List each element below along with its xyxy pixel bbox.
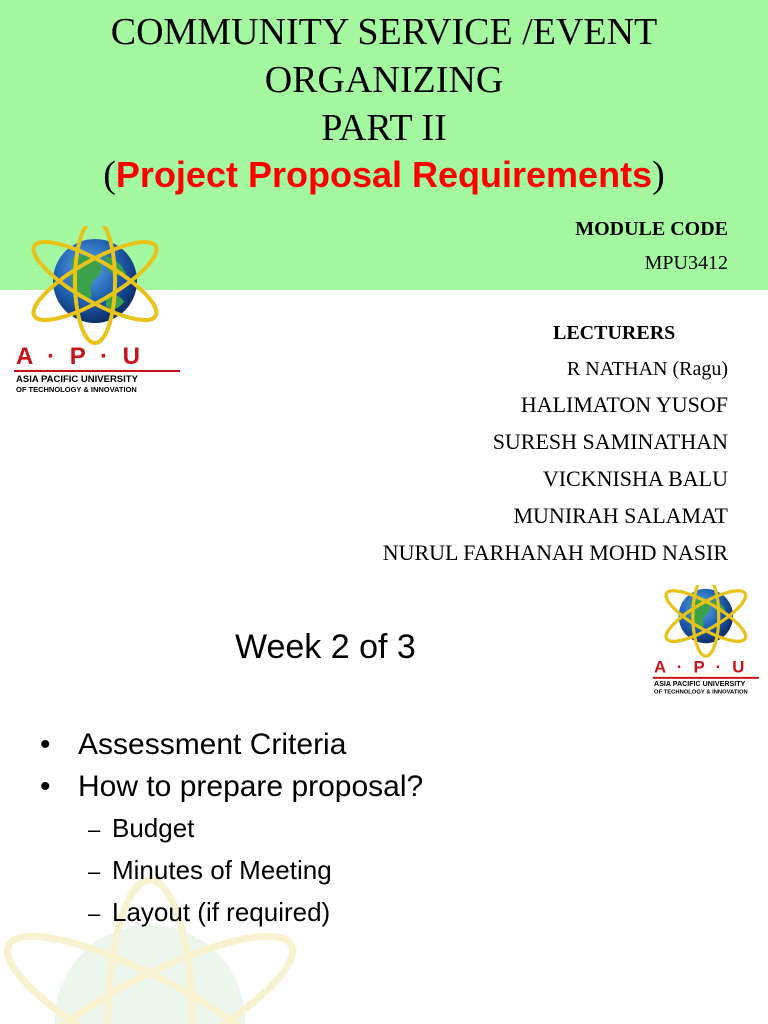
sub-bullet-text: Budget [112, 813, 195, 843]
bullet-text: Assessment Criteria [78, 728, 347, 761]
logo-line-1: ASIA PACIFIC UNIVERSITY [16, 374, 138, 385]
globe-atom-icon [660, 585, 751, 656]
week-indicator: Week 2 of 3 [235, 628, 416, 666]
bullet-item [40, 724, 423, 766]
sub-bullet-dash: – [88, 859, 101, 884]
apu-logo [10, 226, 185, 396]
globe-atom-icon [24, 226, 165, 343]
apu-logo-small [648, 585, 763, 695]
subtitle-open-paren: ( [103, 154, 116, 196]
lecturer-name: MUNIRAH SALAMAT [513, 503, 728, 528]
sub-bullet-text: Minutes of Meeting [112, 855, 332, 885]
logo-line-2: OF TECHNOLOGY & INNOVATION [654, 689, 748, 695]
lecturer-name: SURESH SAMINATHAN [492, 429, 728, 454]
lecturers-label: LECTURERS [553, 322, 676, 344]
logo-letters: A · P · U [16, 343, 145, 370]
subtitle-close-paren: ) [652, 154, 665, 196]
subtitle-text: Project Proposal Requirements [115, 154, 653, 195]
bullet-dot: • [40, 770, 51, 803]
lecturers-list [383, 352, 728, 571]
sub-bullet-dash: – [88, 901, 101, 926]
sub-bullet-text: Layout (if required) [112, 897, 331, 927]
lecturer-name: VICKNISHA BALU [542, 466, 728, 491]
bullet-dot: • [40, 728, 51, 761]
lecturer-name: HALIMATON YUSOF [520, 392, 728, 417]
sub-bullet-dash: – [88, 817, 101, 842]
module-code-label: MODULE CODE [575, 218, 728, 240]
sub-bullet-item [40, 808, 423, 850]
title-line-2: ORGANIZING [264, 59, 504, 101]
module-code-value: MPU3412 [644, 252, 728, 274]
bullet-item [40, 766, 423, 808]
sub-bullet-item [40, 850, 423, 892]
logo-line-2: OF TECHNOLOGY & INNOVATION [16, 385, 137, 394]
title-line-3: PART II [321, 107, 447, 149]
lecturer-name: R NATHAN (Ragu) [566, 358, 728, 380]
title-line-1: COMMUNITY SERVICE /EVENT [110, 11, 658, 53]
lecturer-name: NURUL FARHANAH MOHD NASIR [382, 540, 728, 565]
logo-line-1: ASIA PACIFIC UNIVERSITY [654, 679, 746, 688]
bullet-text: How to prepare proposal? [78, 770, 424, 803]
bullet-list [40, 724, 423, 934]
sub-bullet-item [40, 892, 423, 934]
slide-subtitle [0, 152, 768, 198]
logo-letters: A · P · U [654, 657, 748, 677]
slide-title [0, 8, 768, 198]
module-info [575, 216, 728, 278]
